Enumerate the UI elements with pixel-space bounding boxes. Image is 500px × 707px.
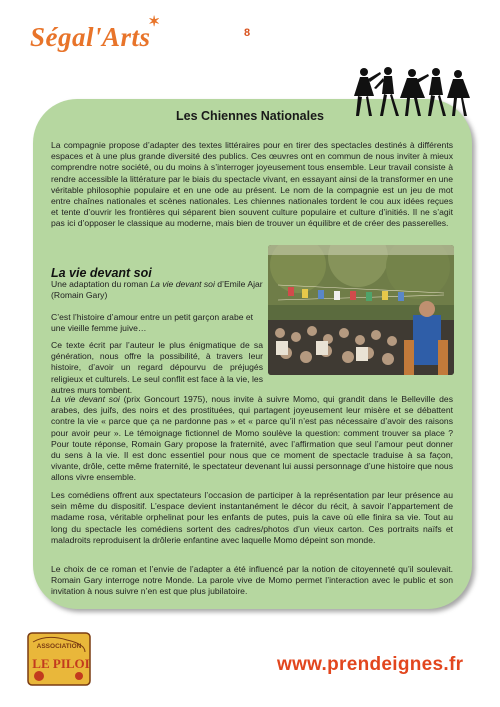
badge-line2: LE PILOI — [32, 656, 90, 671]
author-paragraph: Ce texte écrit par l’auteur le plus énigmatique de sa génération, nous offre la possibilité, à travers leur histoire, d’avoir un regard dépourvu de préjugés religieux et culturels. Le seul conflit est face à la vie, les autres murs tombent. — [51, 340, 263, 395]
adaptation-line: Une adaptation du roman La vie devant soi d’Emile Ajar (Romain Gary) — [51, 279, 263, 301]
intro-paragraph: La compagnie propose d’adapter des textes littéraires pour en tirer des spectacles destinés à différents espaces et à une plus grande diversité des publics. Ces œuvres ont en commun de nous inviter à mieux comprendre notre société, ou du moins à s’interroger joyeusement tous ensemble. Leur travail consiste à rendre accessible la littérature par le biais du spectacle vivant, en essayant ainsi de la transformer en une véritable philosophie populaire et en une ode au présent. Le nom de la compagnie est un jeu de mot entre chaînes nationales et scènes nationales. Les chiennes nationales tordent le cou aux idées reçues et tente d’ouvrir les frontières qui séparent bien souvent culture populaire et culture d’initiés. Il ne s’agit pas ici d’opposer le classique au moderne, mais bien de trouver un équilibre et de créer des passerelles. — [51, 140, 453, 229]
badge-line1: ASSOCIATION — [36, 643, 82, 650]
plot-title: La vie devant soi — [51, 394, 120, 404]
page-number: 8 — [244, 27, 251, 39]
performance-photo — [268, 245, 454, 375]
section-heading: La vie devant soi — [51, 266, 152, 280]
association-le-piloi-badge — [27, 632, 91, 686]
article-title: Les Chiennes Nationales — [176, 109, 324, 123]
plot-paragraph: La vie devant soi (prix Goncourt 1975), nous invite à suivre Momo, qui grandit dans le Belleville des arabes, des juifs, des noirs et des prostituées, qui partagent joyeusement leur misère et se débattent contre la vie « parce que ça ne pardonne pas » et « parce qu’il n’est pas nécessaire d’avoir des raisons pour avoir peur ». Le témoignage fictionnel de Momo soulève la question: comment trouver sa place ? Pour toute réponse, Romain Gary propose la fraternité, avec l’affirmation que seul l’amour peut donner du sens à la vie. Il est donc essentiel pour nous que ce moment de spectacle traduise à sa façon, vivante, drôle, cette même fraternité, le spectateur devenant lui aussi personnage d’une histoire que nous allons vivre ensemble. — [51, 394, 453, 483]
choice-paragraph: Le choix de ce roman et l’envie de l’adapter a été influencé par la notion de citoyenneté qu’il soulevait. Romain Gary interroge notre Monde. La parole vive de Momo permet l’interaction avec le public et son invitation à nous suivre n’en est que plus jubilatoire. — [51, 564, 453, 597]
star-icon: ✶ — [148, 15, 161, 30]
segal-arts-logo: Ségal'Arts ✶ — [30, 15, 161, 52]
actors-paragraph: Les comédiens offrent aux spectateurs l’occasion de participer à la représentation par leur présence au sein même du dispositif. L’espace devient instantanément le décor du récit, à savoir l’appartement de madame rosa, véritable orphelinat pour les enfants de putes, puis la cave où elle finira sa vie. Tout au long du spectacle les comédiens sortent des cadres/photos d’un vieux carton. Ces portraits naïfs et maladroits reproduisent la drôlerie enfantine avec laquelle Momo dépeint son monde. — [51, 490, 453, 545]
story-line: C’est l’histoire d’amour entre un petit garçon arabe et une vieille femme juive… — [51, 312, 254, 334]
novel-title: La vie devant soi — [150, 279, 215, 289]
website-link[interactable]: www.prendeignes.fr — [277, 654, 464, 675]
